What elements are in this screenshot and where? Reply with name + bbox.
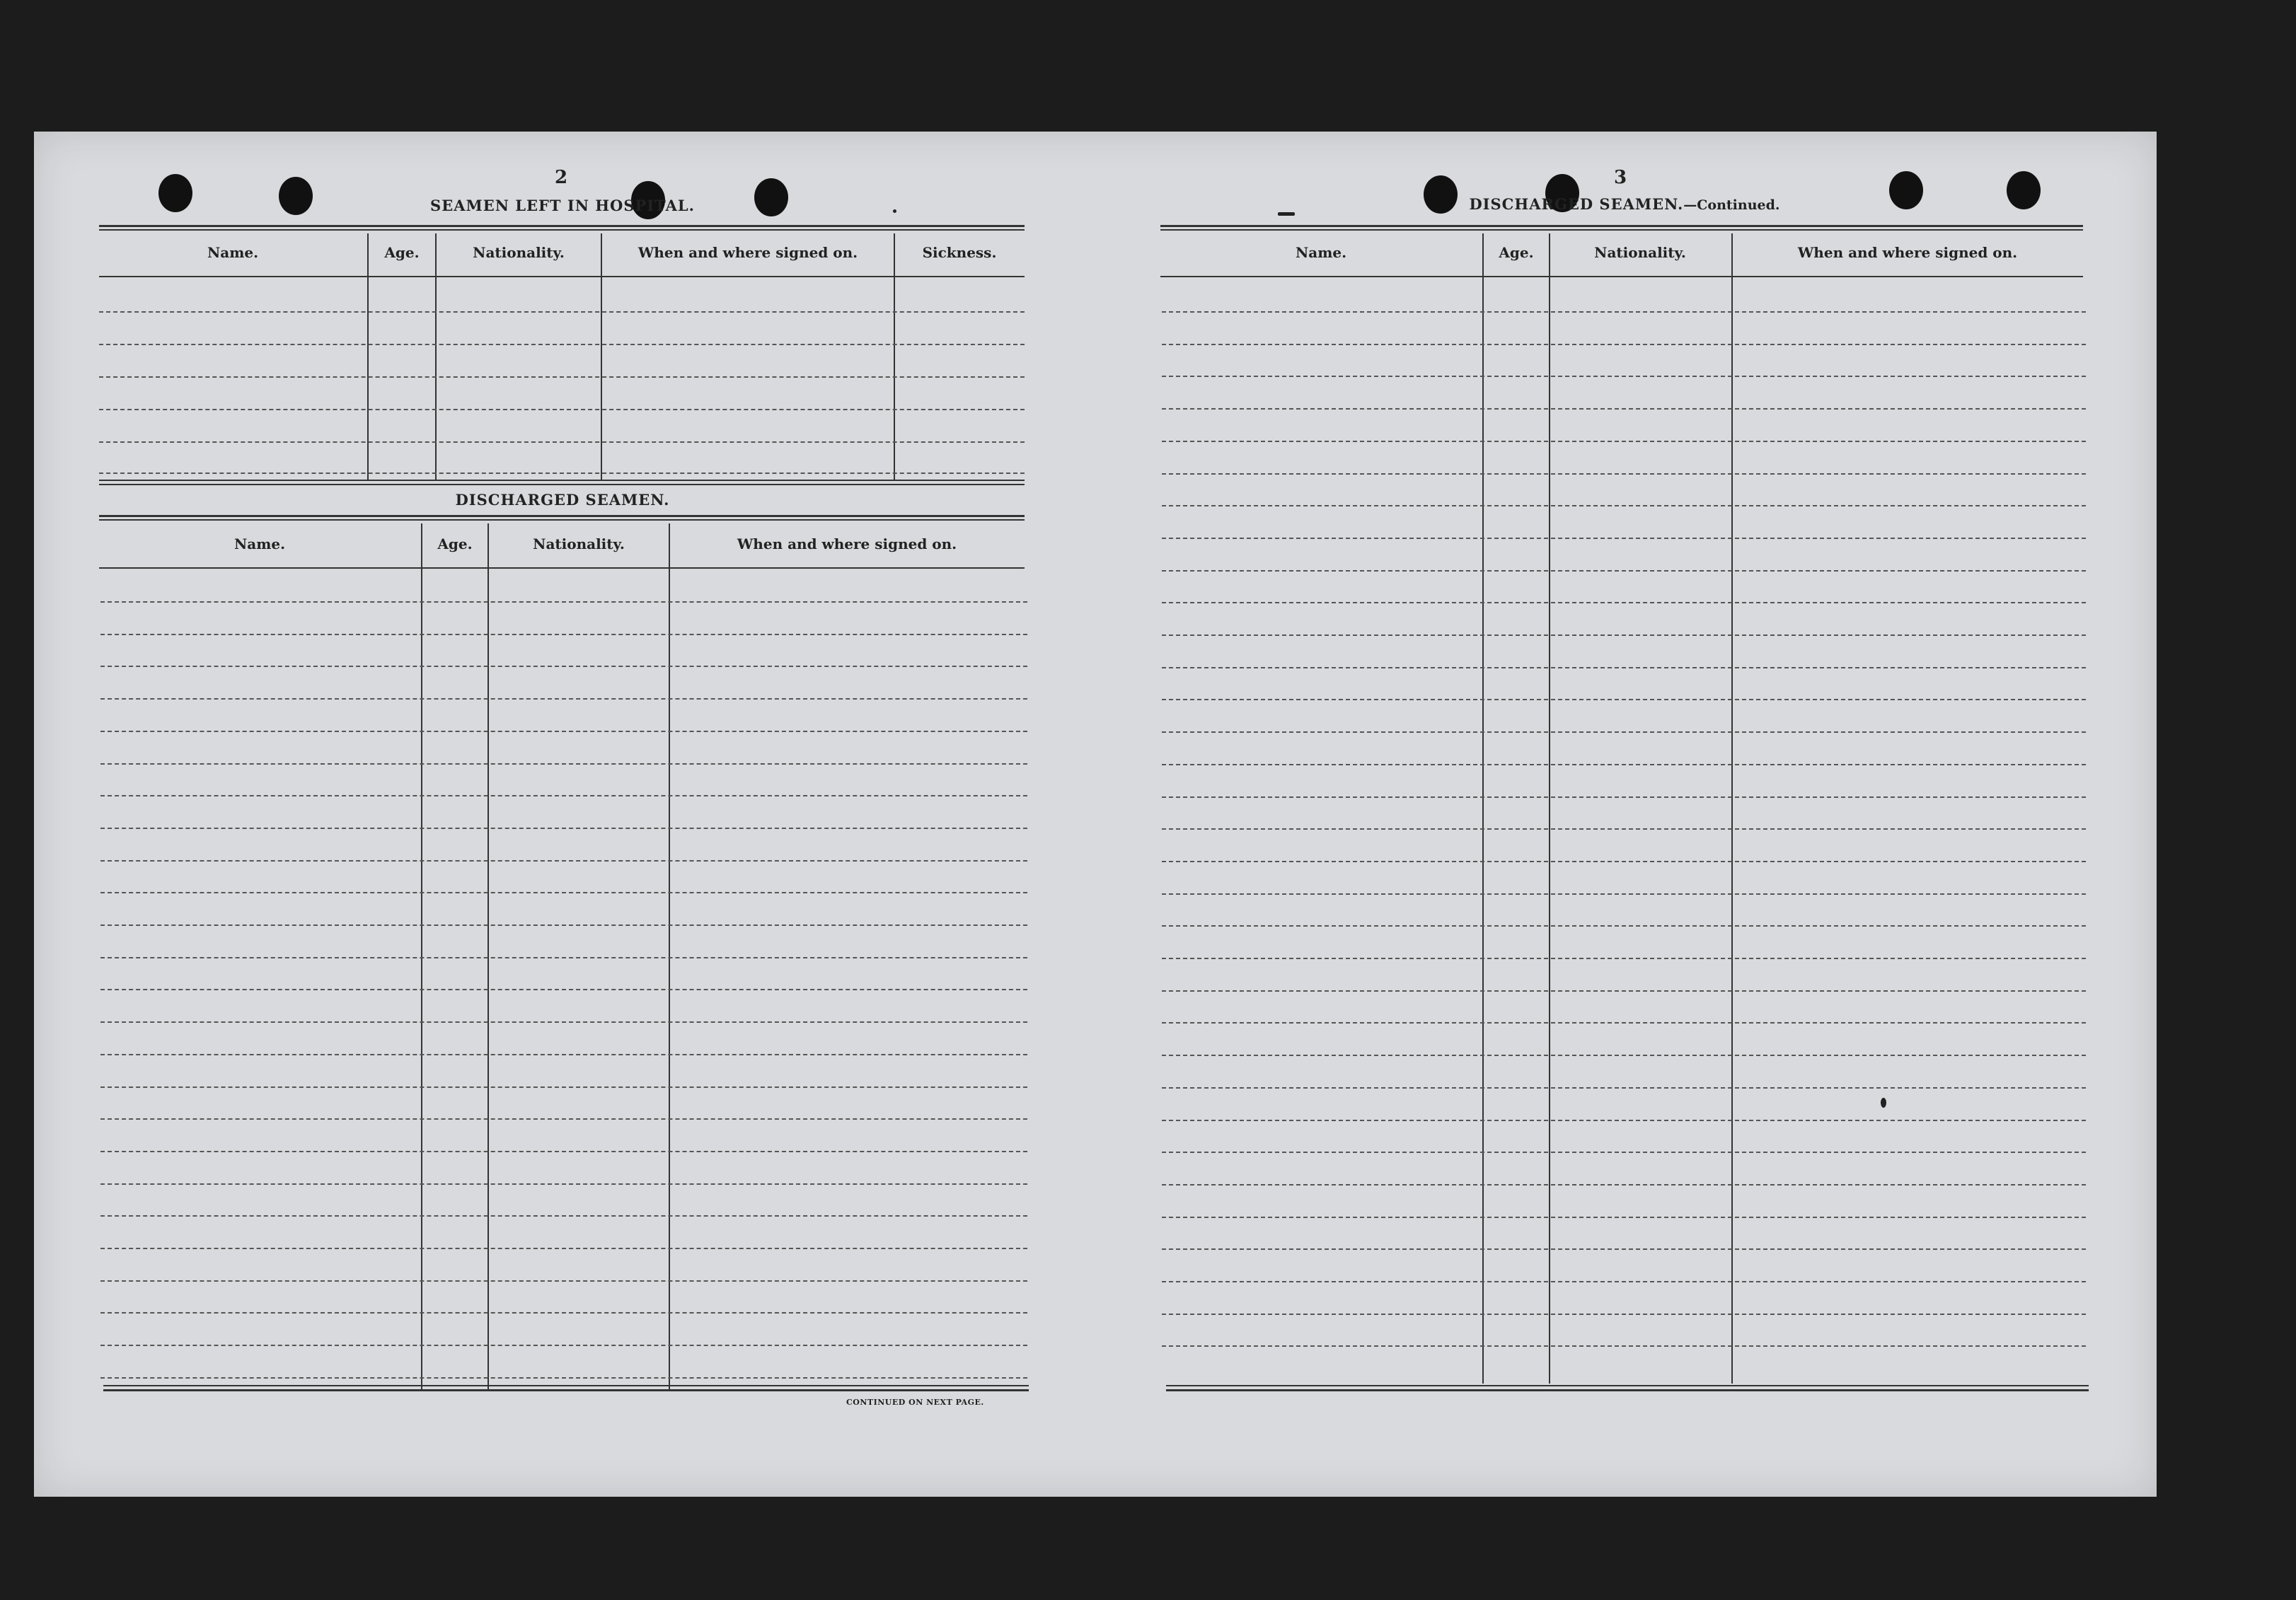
column-header-when-where: When and where signed on. [638, 244, 858, 261]
column-header-nationality: Nationality. [473, 244, 565, 261]
rule [99, 484, 1025, 485]
continued-footer-note: CONTINUED ON NEXT PAGE. [846, 1398, 984, 1407]
entry-line [100, 989, 1027, 990]
column-header-age: Age. [384, 244, 420, 261]
entry-line [1162, 1345, 2086, 1347]
bottom-rule [1166, 1389, 2089, 1391]
rule [1160, 229, 2083, 231]
rule [99, 225, 1025, 227]
column-header-age: Age. [437, 535, 473, 552]
entry-line [100, 1248, 1027, 1249]
column-header-age: Age. [1499, 244, 1534, 261]
punch-hole [754, 178, 788, 216]
entry-line [100, 601, 1027, 603]
entry-line [100, 731, 1027, 732]
entry-line [100, 1054, 1027, 1055]
header-underline [1160, 276, 2083, 277]
column-header-nationality: Nationality. [1594, 244, 1686, 261]
entry-line [100, 1280, 1027, 1282]
punch-hole [2007, 171, 2041, 209]
entry-line [1162, 699, 2086, 700]
column-divider [1549, 233, 1550, 1384]
entry-line [1162, 311, 2086, 313]
ledger-sheet [34, 132, 2157, 1497]
entry-line [100, 763, 1027, 765]
column-divider [488, 523, 489, 1389]
entry-line [1162, 958, 2086, 959]
entry-line [1162, 990, 2086, 992]
ink-speck [1278, 212, 1295, 216]
entry-line [1162, 861, 2086, 862]
entry-line [100, 1215, 1027, 1217]
column-header-name: Name. [1295, 244, 1347, 261]
column-divider [1482, 233, 1484, 1384]
entry-line [100, 924, 1027, 926]
discharged-continued-title-suffix: —Continued. [1683, 197, 1780, 213]
entry-line [99, 441, 1025, 443]
entry-line [99, 311, 1025, 313]
entry-line [1162, 1152, 2086, 1153]
rule [1160, 225, 2083, 227]
page-number-left: 2 [554, 167, 568, 188]
entry-line [100, 1345, 1027, 1346]
entry-line [100, 860, 1027, 862]
entry-line [1162, 925, 2086, 927]
column-header-name: Name. [233, 535, 286, 552]
entry-line [1162, 1217, 2086, 1218]
entry-line [99, 344, 1025, 345]
entry-line [1162, 893, 2086, 895]
rule [99, 519, 1025, 521]
entry-line [1162, 473, 2086, 475]
header-underline [99, 567, 1025, 569]
entry-line [100, 1312, 1027, 1314]
entry-line [1162, 667, 2086, 668]
punch-hole [1889, 171, 1923, 209]
entry-line [100, 1086, 1027, 1088]
column-divider [421, 523, 422, 1389]
entry-line [1162, 441, 2086, 442]
entry-line [1162, 796, 2086, 798]
column-header-when-where: When and where signed on. [737, 535, 957, 552]
entry-line [1162, 1281, 2086, 1282]
entry-line [1162, 1248, 2086, 1250]
entry-line [1162, 1184, 2086, 1185]
entry-line [1162, 1055, 2086, 1056]
bottom-rule [103, 1385, 1029, 1386]
discharged-continued-title-main: DISCHARGED SEAMEN. [1469, 195, 1684, 213]
bottom-rule [103, 1389, 1029, 1391]
entry-line [100, 1377, 1027, 1379]
entry-line [1162, 828, 2086, 830]
rule [99, 515, 1025, 517]
column-header-when-where: When and where signed on. [1797, 244, 2018, 261]
column-header-sickness: Sickness. [922, 244, 997, 261]
column-header-name: Name. [207, 244, 259, 261]
entry-line [1162, 764, 2086, 765]
entry-line [100, 828, 1027, 829]
entry-line [1162, 602, 2086, 603]
discharged-continued-title [1433, 195, 1816, 213]
entry-line [1162, 538, 2086, 539]
entry-line [1162, 376, 2086, 377]
entry-line [100, 892, 1027, 893]
entry-line [100, 634, 1027, 635]
entry-line [1162, 1022, 2086, 1024]
entry-line [1162, 408, 2086, 410]
entry-line [100, 1118, 1027, 1120]
page-number-right: 3 [1613, 167, 1627, 188]
rule [99, 480, 1025, 481]
entry-line [100, 1151, 1027, 1152]
entry-line [1162, 731, 2086, 733]
entry-line [100, 795, 1027, 796]
column-divider [1731, 233, 1733, 1384]
bottom-rule [1166, 1385, 2089, 1386]
entry-line [100, 666, 1027, 667]
entry-line [1162, 344, 2086, 345]
column-header-nationality: Nationality. [533, 535, 625, 552]
entry-line [1162, 634, 2086, 636]
entry-line [1162, 1120, 2086, 1121]
entry-line [100, 957, 1027, 958]
punch-hole [158, 174, 192, 212]
entry-line [1162, 1087, 2086, 1089]
punch-hole [279, 177, 313, 215]
entry-line [1162, 505, 2086, 506]
entry-line [100, 1021, 1027, 1023]
entry-line [100, 698, 1027, 700]
rule [99, 229, 1025, 231]
entry-line [1162, 570, 2086, 572]
hospital-section-title: SEAMEN LEFT IN HOSPITAL. [430, 197, 695, 214]
entry-line [99, 409, 1025, 410]
entry-line [99, 473, 1025, 474]
entry-line [99, 376, 1025, 378]
column-divider [669, 523, 670, 1389]
ink-speck [1881, 1098, 1886, 1108]
entry-line [1162, 1314, 2086, 1315]
discharged-section-title: DISCHARGED SEAMEN. [455, 491, 670, 509]
ink-speck [893, 209, 896, 213]
header-underline [99, 276, 1025, 277]
entry-line [100, 1183, 1027, 1185]
